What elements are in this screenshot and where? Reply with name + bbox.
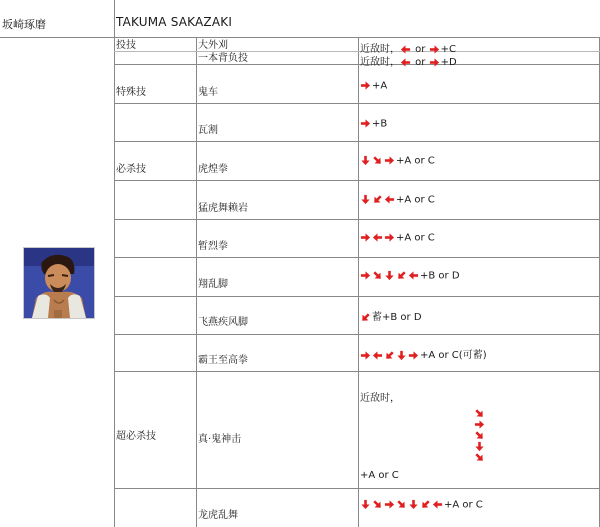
- move-name: 鬼车: [198, 87, 218, 98]
- command-suffix: +A or C(可蓄): [420, 350, 487, 361]
- command-joiner: or: [412, 57, 429, 68]
- down-right-arrow-icon: [396, 499, 407, 511]
- left-arrow-icon: [372, 232, 383, 244]
- command-suffix: +A or C: [396, 194, 435, 206]
- command-joiner: or: [412, 44, 429, 55]
- move-name: 真·鬼神击: [198, 434, 242, 445]
- right-arrow-icon: [360, 350, 371, 362]
- move-name: 大外刈: [198, 40, 228, 51]
- right-arrow-icon: [360, 118, 371, 130]
- right-arrow-icon: [429, 57, 440, 69]
- command-suffix: +B or D: [382, 312, 422, 323]
- right-arrow-icon: [408, 350, 419, 362]
- command-suffix: +D: [440, 57, 457, 68]
- command-cell: [360, 270, 460, 282]
- command-cell: [360, 194, 435, 206]
- left-arrow-icon: [400, 57, 411, 69]
- command-cell: [360, 346, 487, 361]
- command-cell: [360, 499, 483, 511]
- down-right-arrow-icon: [372, 155, 383, 167]
- character-name-en: TAKUMA SAKAZAKI: [116, 15, 233, 29]
- category-super-techniques: 超必杀技: [116, 431, 156, 442]
- command-prefix: 近敌时，: [360, 44, 400, 55]
- category-special-moves: 特殊技: [116, 87, 146, 98]
- left-arrow-icon: [408, 270, 419, 282]
- category-special-techniques: 必杀技: [116, 164, 146, 175]
- move-name: 霸王至高拳: [198, 355, 248, 366]
- right-arrow-icon: [384, 155, 395, 167]
- move-name: 猛虎舞赖岩: [198, 203, 248, 214]
- down-left-arrow-icon: [420, 499, 431, 511]
- down-arrow-icon: [384, 270, 395, 282]
- left-arrow-icon: [432, 499, 443, 511]
- left-arrow-icon: [372, 350, 383, 362]
- down-left-arrow-icon: [396, 270, 407, 282]
- down-left-arrow-icon: [360, 312, 371, 324]
- right-arrow-icon: [360, 80, 371, 92]
- command-suffix: +B: [372, 118, 388, 130]
- move-name: 龙虎乱舞: [198, 510, 238, 521]
- command-cell: [360, 53, 457, 68]
- down-arrow-icon: [408, 499, 419, 511]
- move-name: 翔乱脚: [198, 279, 228, 290]
- command-suffix: +A or C: [360, 470, 399, 481]
- move-name: 瓦割: [198, 125, 218, 136]
- command-charge: 蓄: [372, 312, 382, 323]
- command-suffix: +B or D: [420, 270, 460, 282]
- command-cell: [360, 118, 387, 130]
- command-cell: [360, 308, 422, 323]
- command-vertical-arrows: [474, 408, 488, 464]
- right-arrow-icon: [384, 232, 395, 244]
- command-prefix: 近敌时，: [360, 393, 400, 404]
- command-cell: [360, 40, 456, 55]
- down-right-arrow-icon: [372, 499, 383, 511]
- category-throws: 投技: [116, 40, 136, 51]
- command-suffix: +A or C: [396, 155, 435, 167]
- command-suffix: +A: [372, 80, 388, 92]
- down-arrow-icon: [396, 350, 407, 362]
- command-cell: [360, 232, 435, 244]
- command-suffix: +A or C: [396, 232, 435, 244]
- left-arrow-icon: [384, 194, 395, 206]
- character-portrait: [23, 247, 95, 319]
- command-cell: [360, 80, 387, 92]
- command-suffix: +C: [440, 44, 456, 55]
- move-name: 暂烈拳: [198, 241, 228, 252]
- down-left-arrow-icon: [372, 194, 383, 206]
- character-name-cn: 坂崎琢磨: [2, 18, 46, 31]
- move-name: 一本背负投: [198, 53, 248, 64]
- move-name: 虎煌拳: [198, 164, 228, 175]
- down-arrow-icon: [360, 194, 371, 206]
- command-cell: [360, 155, 435, 167]
- move-name: 飞燕疾风脚: [198, 317, 248, 328]
- down-arrow-icon: [360, 155, 371, 167]
- right-arrow-icon: [360, 232, 371, 244]
- down-right-arrow-icon: [474, 452, 485, 466]
- command-prefix: 近敌时，: [360, 57, 400, 68]
- down-right-arrow-icon: [372, 270, 383, 282]
- command-suffix: +A or C: [444, 499, 483, 511]
- down-arrow-icon: [360, 499, 371, 511]
- right-arrow-icon: [360, 270, 371, 282]
- down-left-arrow-icon: [384, 350, 395, 362]
- right-arrow-icon: [384, 499, 395, 511]
